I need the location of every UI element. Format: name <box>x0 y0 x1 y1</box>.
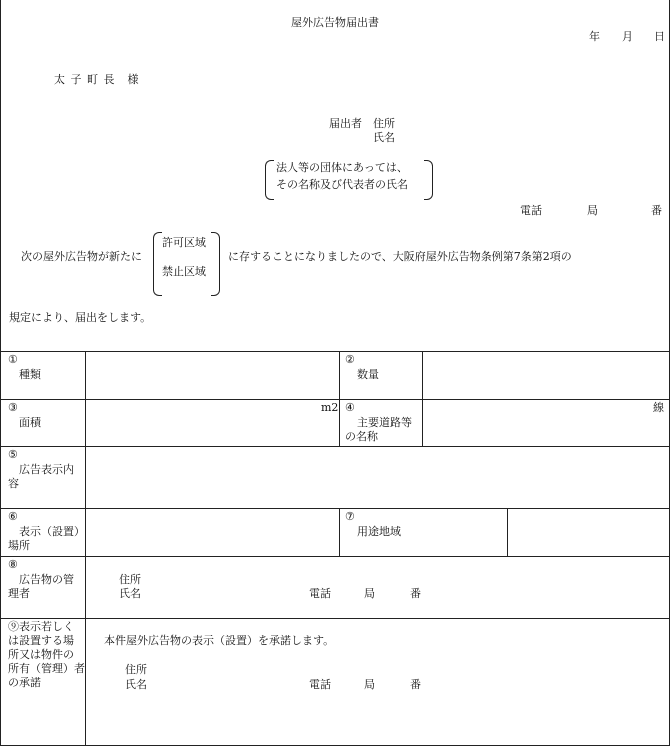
corp-note-bracket-left <box>265 160 274 200</box>
manager-station-label: 局 <box>364 587 375 600</box>
label-column-divider <box>85 351 86 746</box>
owner-consent-label-line5: の承諾 <box>8 676 41 689</box>
item-number-8: ⑧ <box>8 558 18 571</box>
corp-note-line2: その名称及び代表者の氏名 <box>276 178 408 191</box>
quantity-field[interactable] <box>424 353 669 397</box>
row-divider <box>1 399 670 400</box>
corp-note-line1: 法人等の団体にあっては、 <box>276 161 408 174</box>
zoning-field[interactable] <box>509 510 669 554</box>
area-field[interactable] <box>87 401 337 444</box>
owner-consent-label-line2: は設置する場 <box>8 634 74 647</box>
row-divider <box>1 446 670 447</box>
owner-consent-label-line1: ⑨表示若しく <box>8 620 74 633</box>
statement-after: に存することになりましたので、大阪府屋外広告物条例第7条第2項の <box>228 250 572 263</box>
item-number-7: ⑦ <box>345 510 355 523</box>
location-label-line1: 表示（設置） <box>19 525 85 538</box>
date-year-label: 年 <box>589 30 600 43</box>
column-divider <box>339 351 340 446</box>
area-bracket-left <box>153 232 162 296</box>
column-divider <box>422 351 423 446</box>
owner-number-label: 番 <box>410 678 421 691</box>
item-number-1: ① <box>8 353 18 366</box>
corp-note-bracket-right <box>424 160 433 200</box>
item-number-2: ② <box>345 353 355 366</box>
ad-content-field[interactable] <box>87 448 669 506</box>
notifier-address-label: 住所 <box>373 117 395 130</box>
addressee: 太 子 町 長 様 <box>54 73 140 86</box>
consent-statement: 本件屋外広告物の表示（設置）を承諾します。 <box>104 634 335 647</box>
column-divider <box>507 508 508 556</box>
manager-phone-label: 電話 <box>309 587 331 600</box>
location-label-line2: 場所 <box>8 539 30 552</box>
notifier-label: 届出者 <box>329 117 362 130</box>
area-option-permitted: 許可区域 <box>162 236 206 249</box>
main-road-label-line1: 主要道路等 <box>357 416 412 429</box>
row-divider <box>1 618 670 619</box>
kind-label: 種類 <box>19 368 41 381</box>
owner-address-label: 住所 <box>125 663 147 676</box>
table-top-border <box>1 351 670 352</box>
row-divider <box>1 556 670 557</box>
location-field[interactable] <box>87 510 337 554</box>
row-divider <box>1 508 670 509</box>
item-number-3: ③ <box>8 401 18 414</box>
item-number-6: ⑥ <box>8 510 18 523</box>
manager-number-label: 番 <box>410 587 421 600</box>
area-unit: m2 <box>321 401 339 414</box>
notifier-name-label: 氏名 <box>373 131 395 144</box>
main-road-label-line2: の名称 <box>345 430 378 443</box>
owner-consent-label-line4: 所有（管理）者 <box>8 662 85 675</box>
manager-label-line1: 広告物の管 <box>19 573 74 586</box>
notifier-phone-label: 電話 <box>520 204 542 217</box>
ad-content-label-line2: 容 <box>8 477 19 490</box>
quantity-label: 数量 <box>357 368 379 381</box>
manager-label-line2: 理者 <box>8 587 30 600</box>
area-label: 面積 <box>19 416 41 429</box>
owner-name-label: 氏名 <box>125 678 147 691</box>
main-road-field[interactable] <box>424 401 669 444</box>
zoning-label: 用途地域 <box>357 525 401 538</box>
statement-line2: 規定により、届出をします。 <box>9 311 152 324</box>
road-unit: 線 <box>653 401 664 414</box>
owner-station-label: 局 <box>364 678 375 691</box>
owner-phone-label: 電話 <box>309 678 331 691</box>
area-bracket-right <box>211 232 220 296</box>
item-number-4: ④ <box>345 401 355 414</box>
kind-field[interactable] <box>87 353 337 397</box>
ad-content-label-line1: 広告表示内 <box>19 463 74 476</box>
owner-consent-label-line3: 所又は物件の <box>8 648 74 661</box>
notifier-number-label: 番 <box>651 204 662 217</box>
column-divider <box>339 508 340 556</box>
date-month-label: 月 <box>622 30 633 43</box>
date-day-label: 日 <box>654 30 665 43</box>
manager-name-label: 氏名 <box>119 587 141 600</box>
manager-address-label: 住所 <box>119 573 141 586</box>
area-option-prohibited: 禁止区域 <box>162 265 206 278</box>
statement-before: 次の屋外広告物が新たに <box>21 250 142 263</box>
item-number-5: ⑤ <box>8 448 18 461</box>
form-title: 屋外広告物届出書 <box>291 16 379 29</box>
notifier-station-label: 局 <box>587 204 598 217</box>
